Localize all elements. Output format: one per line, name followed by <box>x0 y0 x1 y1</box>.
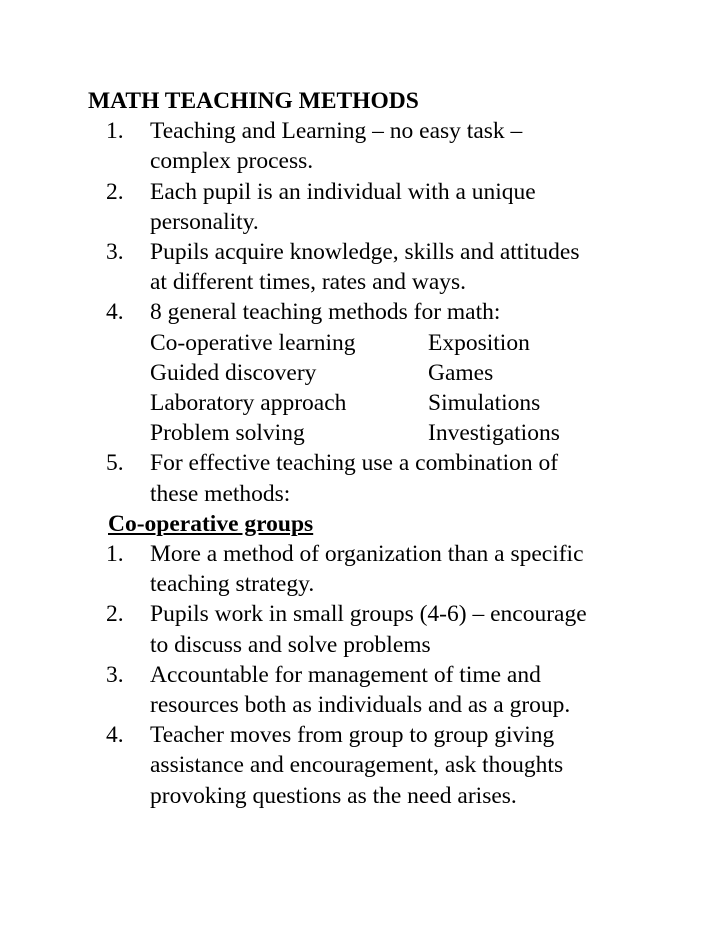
list-item <box>88 297 708 448</box>
list-item-text: Pupils work in small groups (4-6) – encourage <box>150 601 587 628</box>
list-number: 4. <box>106 299 124 326</box>
list-item-text: Pupils acquire knowledge, skills and attitudes <box>150 239 580 266</box>
list-item-text: teaching strategy. <box>150 571 315 598</box>
list-item <box>88 116 708 176</box>
list-item-text: Accountable for management of time and <box>150 661 541 688</box>
teaching-methods-table <box>150 328 708 449</box>
method-name: Exposition <box>428 329 530 356</box>
list-item-text: resources both as individuals and as a group. <box>150 692 571 719</box>
method-name: Games <box>428 359 494 386</box>
list-number: 1. <box>106 118 124 145</box>
page-title: MATH TEACHING METHODS <box>88 88 419 114</box>
list-item-text: 8 general teaching methods for math: <box>150 299 501 326</box>
method-name: Simulations <box>428 390 541 417</box>
list-item-text: assistance and encouragement, ask thoughts <box>150 752 564 779</box>
groups-list <box>88 539 708 811</box>
list-number: 2. <box>106 601 124 628</box>
list-item-text: these methods: <box>150 480 291 507</box>
method-name: Problem solving <box>150 420 305 447</box>
list-item-text: Teacher moves from group to group giving <box>150 722 555 749</box>
method-name: Investigations <box>428 420 560 447</box>
list-item-text: Each pupil is an individual with a unique <box>150 178 536 205</box>
list-number: 1. <box>106 541 124 568</box>
section-heading: Co-operative groups <box>108 510 314 537</box>
list-item <box>88 448 708 508</box>
list-item-text: Teaching and Learning – no easy task – <box>150 118 523 145</box>
list-item <box>88 177 708 237</box>
method-name: Co-operative learning <box>150 329 356 356</box>
list-item <box>88 539 708 599</box>
list-number: 2. <box>106 178 124 205</box>
list-number: 4. <box>106 722 124 749</box>
document-page <box>88 86 708 811</box>
list-item-text: complex process. <box>150 148 314 175</box>
method-name: Laboratory approach <box>150 390 347 417</box>
list-item <box>88 660 708 720</box>
list-item <box>88 720 708 811</box>
list-item <box>88 237 708 297</box>
list-number: 5. <box>106 450 124 477</box>
list-number: 3. <box>106 661 124 688</box>
list-item-text: provoking questions as the need arises. <box>150 782 517 809</box>
list-item-text: personality. <box>150 208 259 235</box>
method-name: Guided discovery <box>150 359 317 386</box>
list-number: 3. <box>106 239 124 266</box>
list-item <box>88 599 708 659</box>
list-item-text: to discuss and solve problems <box>150 631 431 658</box>
list-item-text: More a method of organization than a specific <box>150 541 584 568</box>
methods-list <box>88 116 708 509</box>
list-item-text: at different times, rates and ways. <box>150 269 467 296</box>
list-item-text: For effective teaching use a combination of <box>150 450 559 477</box>
